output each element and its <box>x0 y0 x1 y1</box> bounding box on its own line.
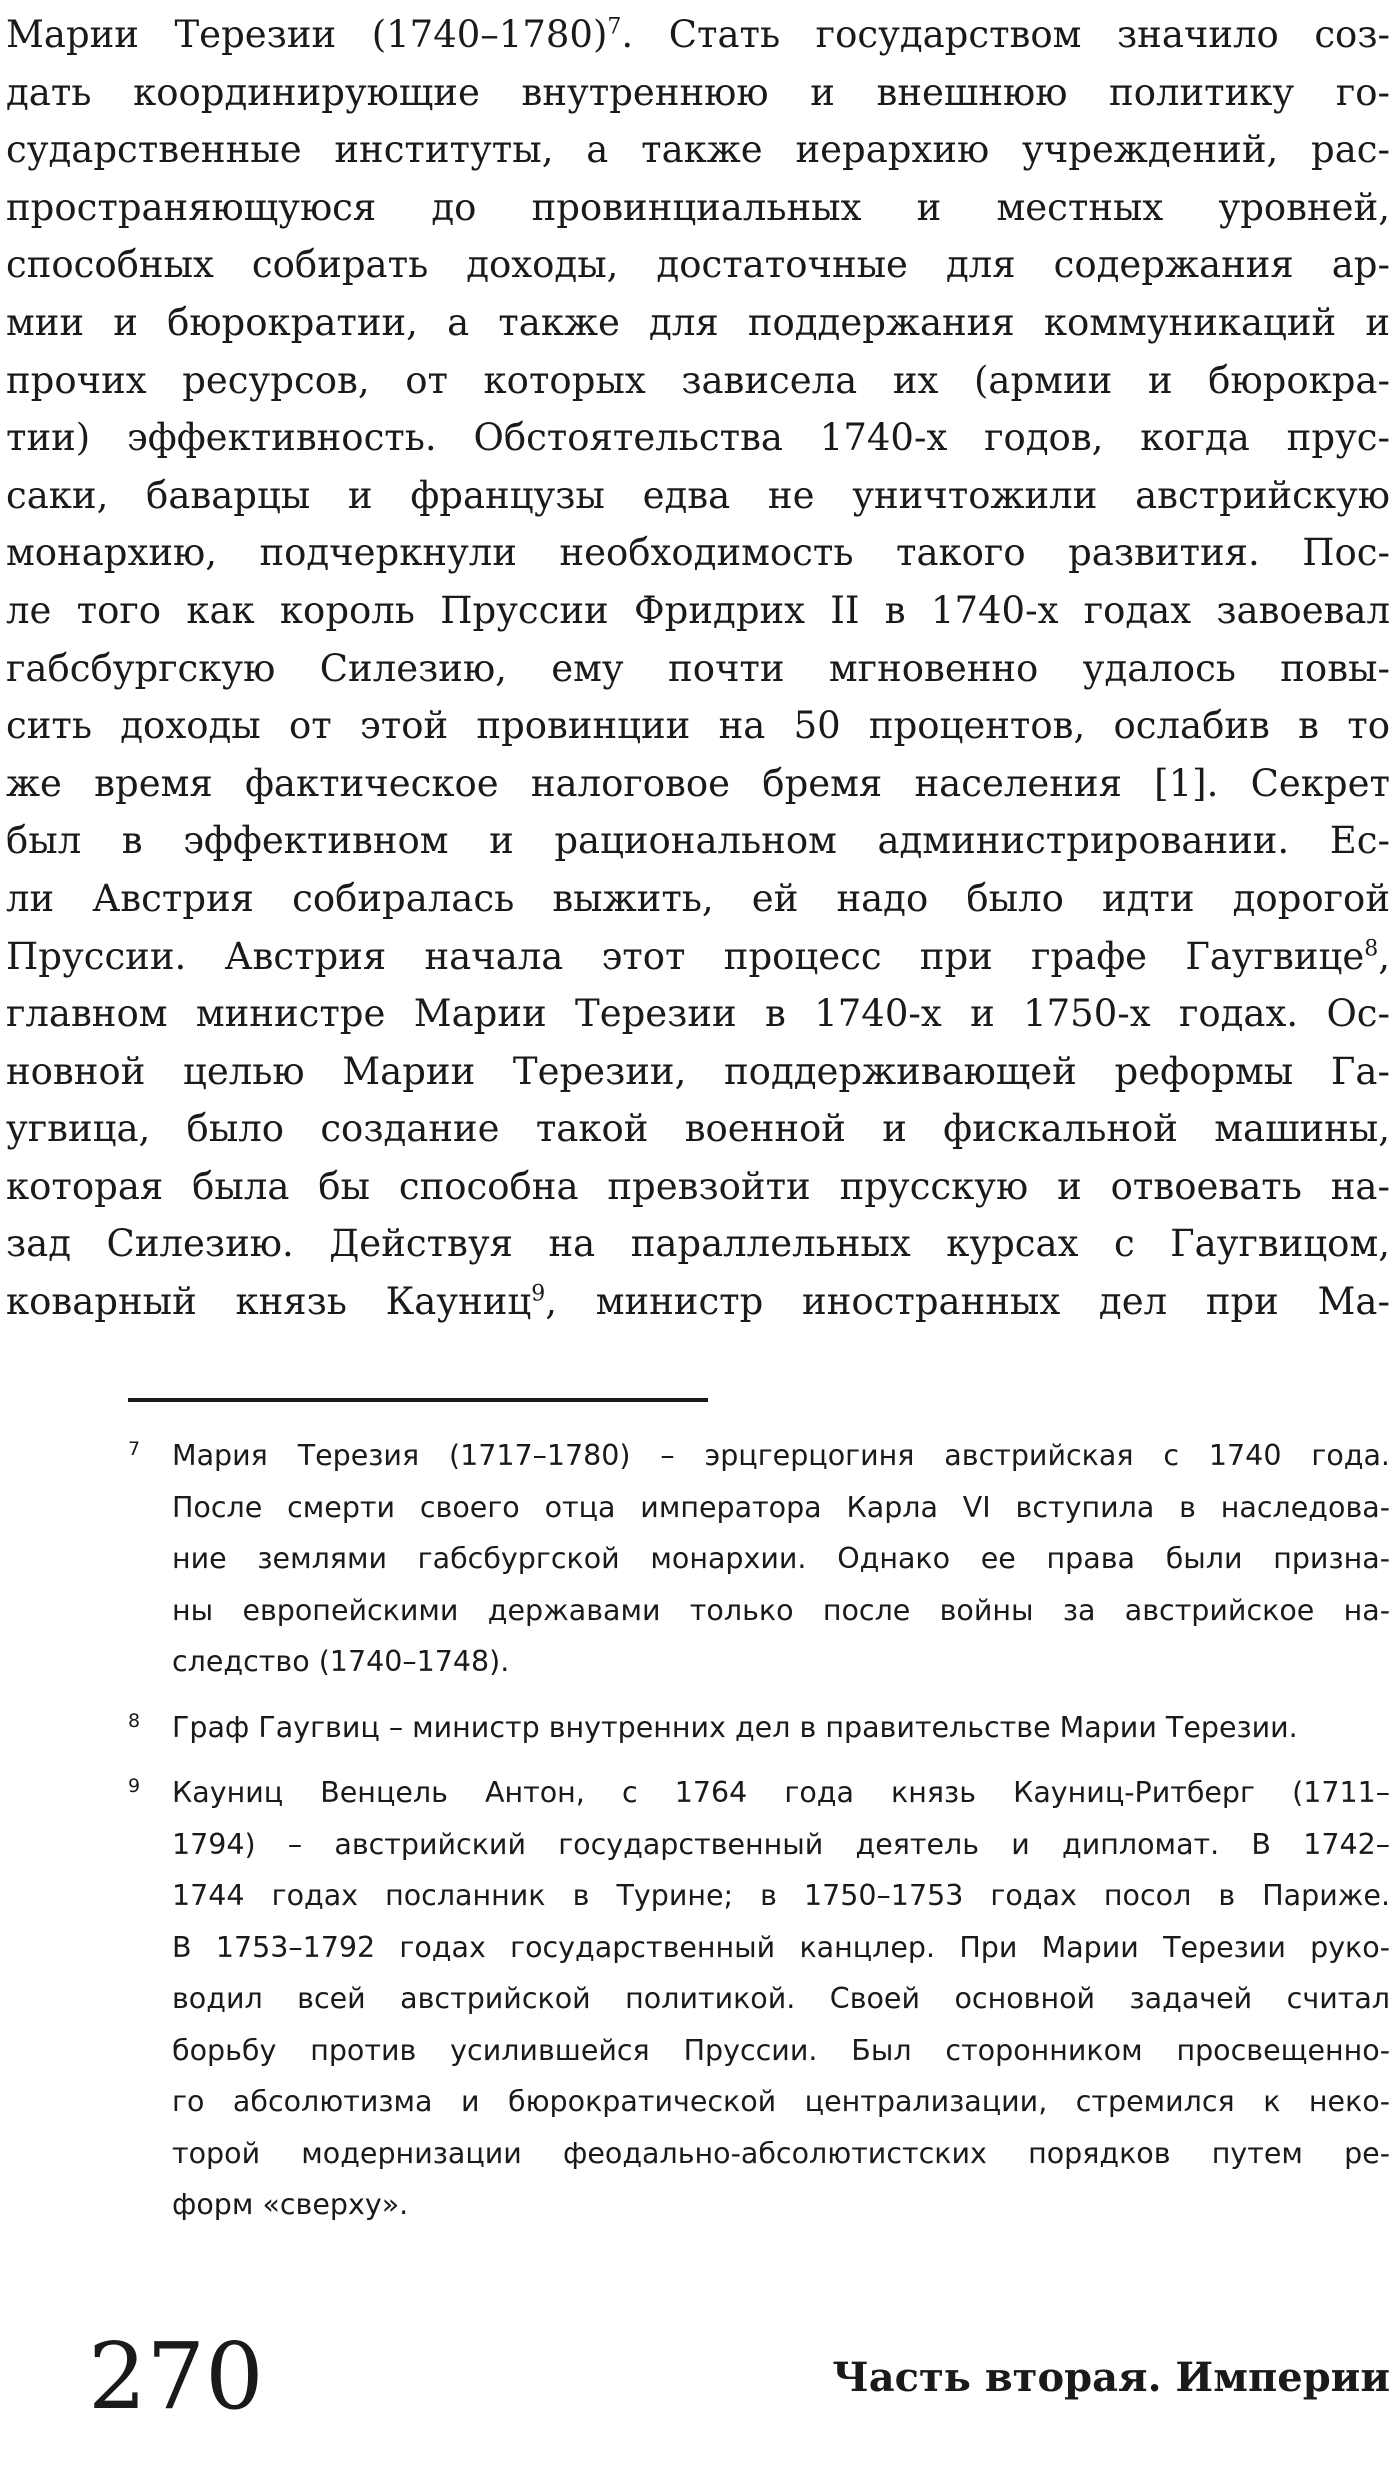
body-line <box>6 236 1390 294</box>
body-line <box>6 467 1390 525</box>
body-line <box>6 1273 1390 1331</box>
body-line-text: ле того как король Пруссии Фридрих II в 1740-х годах завоевал <box>6 588 1390 632</box>
body-line <box>6 179 1390 237</box>
body-line-text: главном министре Марии Терезии в 1740-х и 1750-х годах. Ос- <box>6 992 1390 1036</box>
body-line-text: габсбургскую Силезию, ему почти мгновенно удалось повы- <box>6 646 1390 690</box>
footnote-marker: 9 <box>128 1775 141 1797</box>
footnote-text <box>172 1430 1390 1688</box>
body-line <box>6 121 1390 179</box>
footnote-line: ние землями габсбургской монархии. Однако ее права были призна- <box>172 1542 1390 1575</box>
body-line-text: саки, баварцы и французы едва не уничтожили австрийскую <box>6 473 1390 517</box>
body-line-text: коварный князь Кауниц <box>6 1280 532 1324</box>
running-head: Часть вторая. Империи <box>832 2354 1390 2401</box>
body-line <box>6 524 1390 582</box>
footnote-reference[interactable]: 8 <box>1364 936 1379 962</box>
body-line-text: новной целью Марии Терезии, поддерживающей реформы Га- <box>6 1049 1390 1093</box>
body-line-text-tail: , министр иностранных дел при Ма- <box>545 1280 1390 1324</box>
footnote-text <box>172 1767 1390 2231</box>
footnotes <box>128 1430 1390 2245</box>
body-line-text: был в эффективном и рациональном администрировании. Ес- <box>6 819 1390 863</box>
body-line <box>6 1043 1390 1101</box>
body-line-text: мии и бюрократии, а также для поддержания коммуникаций и <box>6 300 1390 344</box>
body-line-text: монархию, подчеркнули необходимость такого развития. Пос- <box>6 531 1390 575</box>
body-line <box>6 985 1390 1043</box>
body-line <box>6 582 1390 640</box>
body-line <box>6 928 1390 986</box>
body-line <box>6 755 1390 813</box>
body-line <box>6 352 1390 410</box>
body-line-text: способных собирать доходы, достаточные для содержания ар- <box>6 243 1390 287</box>
footnote-8 <box>128 1702 1390 1754</box>
body-line <box>6 409 1390 467</box>
footnote-text <box>172 1702 1390 1754</box>
body-line-text: сударственные институты, а также иерархию учреждений, рас- <box>6 128 1390 172</box>
body-line-text: угвица, было создание такой военной и фискальной машины, <box>6 1107 1390 1151</box>
body-line-text: Марии Терезии (1740–1780) <box>6 13 608 56</box>
body-line-text: пространяющуюся до провинциальных и местных уровней, <box>6 185 1390 229</box>
body-line-text: ли Австрия собиралась выжить, ей надо было идти дорогой <box>6 876 1390 920</box>
footnote-line: После смерти своего отца императора Карла VI вступила в наследова- <box>172 1490 1390 1524</box>
body-line <box>6 1158 1390 1216</box>
body-line-text: сить доходы от этой провинции на 50 процентов, ослабив в то <box>6 704 1390 748</box>
footnote-line: Кауниц Венцель Антон, с 1764 года князь Кауниц-Ритберг (1711– <box>172 1776 1390 1809</box>
body-line <box>6 64 1390 122</box>
body-line <box>6 294 1390 352</box>
body-line <box>6 6 1390 64</box>
body-line <box>6 1100 1390 1158</box>
footnote-marker: 8 <box>128 1709 141 1732</box>
body-line <box>6 697 1390 755</box>
footnote-line: Мария Терезия (1717–1780) – эрцгерцогиня австрийская с 1740 года. <box>172 1439 1390 1472</box>
body-line-text: же время фактическое налоговое бремя населения [1]. Секрет <box>6 761 1390 805</box>
footnote-line: го абсолютизма и бюрократической централизации, стремился к неко- <box>172 2085 1390 2118</box>
footnote-line: водил всей австрийской политикой. Своей основной задачей считал <box>172 1982 1390 2015</box>
body-line-text: зад Силезию. Действуя на параллельных курсах с Гаугвицом, <box>6 1222 1390 1266</box>
footnote-line: следство (1740–1748). <box>172 1645 510 1678</box>
footnote-7 <box>128 1430 1390 1688</box>
body-line-text: дать координирующие внутреннюю и внешнюю политику го- <box>6 70 1390 114</box>
footnote-line: торой модернизации феодально-абсолютистских порядков путем ре- <box>172 2136 1390 2170</box>
footnote-reference[interactable]: 9 <box>531 1281 546 1307</box>
footnote-line: Граф Гаугвиц – министр внутренних дел в правительстве Марии Терезии. <box>172 1710 1298 1744</box>
body-line <box>6 640 1390 698</box>
footnote-line: форм «сверху». <box>172 2188 409 2221</box>
footnote-separator <box>128 1398 708 1402</box>
page-number: 270 <box>88 2323 264 2430</box>
footnote-line: 1744 годах посланник в Турине; в 1750–1753 годах посол в Париже. <box>172 1879 1390 1912</box>
footnote-line: ны европейскими державами только после войны за австрийское на- <box>172 1593 1390 1627</box>
body-line-text-tail: . Стать государством значило соз- <box>621 13 1391 56</box>
footnote-reference[interactable]: 7 <box>607 14 622 40</box>
footnote-line: борьбу против усилившейся Пруссии. Был сторонником просвещенно- <box>172 2033 1390 2067</box>
body-line <box>6 870 1390 928</box>
footnote-9 <box>128 1767 1390 2231</box>
footnote-line: В 1753–1792 годах государственный канцлер. При Марии Терезии руко- <box>172 1930 1390 1964</box>
body-line-text: тии) эффективность. Обстоятельства 1740-х годов, когда прус- <box>6 416 1390 460</box>
footnote-line: 1794) – австрийский государственный деятель и дипломат. В 1742– <box>172 1827 1390 1861</box>
body-line-text-tail: , <box>1378 934 1390 978</box>
body-line <box>6 1215 1390 1273</box>
body-line <box>6 812 1390 870</box>
body-line-text: Пруссии. Австрия начала этот процесс при графе Гаугвице <box>6 934 1365 978</box>
body-line-text: прочих ресурсов, от которых зависела их (армии и бюрокра- <box>6 358 1390 402</box>
body-line-text: которая была бы способна превзойти прусскую и отвоевать на- <box>6 1164 1390 1208</box>
footnote-marker: 7 <box>128 1438 141 1460</box>
body-text <box>6 6 1390 1331</box>
